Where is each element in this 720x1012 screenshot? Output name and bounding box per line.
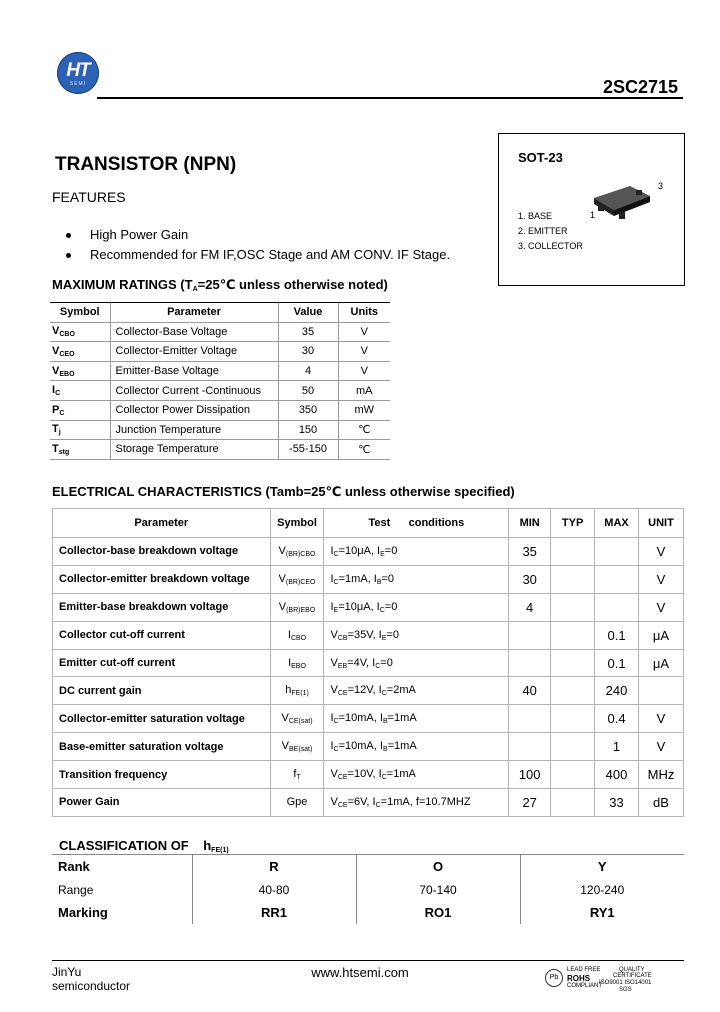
value-cell: 350 [278,400,338,420]
unit-cell: mW [338,400,390,420]
table-row [53,621,684,649]
logo-subtext: SEMI [69,81,87,87]
unit-cell [639,677,684,705]
typ-cell [551,705,595,733]
parameter-cell: Power Gain [53,789,271,817]
parameter-cell: Emitter-base breakdown voltage [53,593,271,621]
parameter-cell: Collector-emitter saturation voltage [53,705,271,733]
table-row [53,593,684,621]
pb-free-icon: Pb [545,969,563,987]
table-row [53,733,684,761]
classification-cell: RY1 [520,901,684,924]
min-cell [509,621,551,649]
unit-cell: V [639,565,684,593]
company-name: JinYu semiconductor [52,965,131,993]
classification-cell: 70-140 [356,878,520,901]
symbol-cell: $V_{CEO}$ [50,342,110,362]
parameter-cell: Collector cut-off current [53,621,271,649]
value-cell: 30 [278,342,338,362]
max-cell: 240 [595,677,639,705]
parameter-cell: Collector-Base Voltage [110,322,278,342]
table-row [52,878,684,901]
typ-cell [551,565,595,593]
column-header: Units [338,303,390,323]
column-header: Test conditions [324,509,509,538]
parameter-cell: Collector-emitter breakdown voltage [53,565,271,593]
pin-item: 3. COLLECTOR [518,241,583,251]
min-cell [509,733,551,761]
typ-cell [551,761,595,789]
classification-cell: RO1 [356,901,520,924]
min-cell: 30 [509,565,551,593]
condition-cell: $I_E=10\mu A$, $I_C=0$ [324,593,509,621]
classification-cell: 40-80 [192,878,356,901]
company-logo [57,52,99,94]
parameter-cell: Collector-Emitter Voltage [110,342,278,362]
electrical-table [52,508,684,817]
column-header: TYP [551,509,595,538]
table-row [50,420,390,440]
parameter-cell: Emitter cut-off current [53,649,271,677]
parameter-cell: Collector Power Dissipation [110,400,278,420]
typ-cell [551,733,595,761]
min-cell: 40 [509,677,551,705]
max-cell: 33 [595,789,639,817]
min-cell: 35 [509,538,551,566]
column-header: MAX [595,509,639,538]
unit-cell: V [639,538,684,566]
typ-cell [551,593,595,621]
electrical-heading: ELECTRICAL CHARACTERISTICS (Tamb=25℃ unless otherwise specified) [52,484,515,499]
symbol-cell: $V_{(BR)CBO}$ [270,538,324,566]
classification-cell: Rank [52,855,192,879]
column-header: Symbol [50,303,110,323]
symbol-cell: $T_j$ [50,420,110,440]
pin-item: 1. BASE [518,211,553,221]
unit-cell: V [639,593,684,621]
unit-cell: V [639,733,684,761]
condition-cell: $V_{CB}=35V$, $I_E=0$ [324,621,509,649]
symbol-cell: $V_{(BR)EBO}$ [270,593,324,621]
pin-label-1: 1 [590,210,596,220]
unit-cell: V [639,705,684,733]
column-header: UNIT [639,509,684,538]
condition-cell: $I_C=10\mu A$, $I_E=0$ [324,538,509,566]
symbol-cell: $f_T$ [270,761,324,789]
parameter-cell: Base-emitter saturation voltage [53,733,271,761]
symbol-cell: $I_C$ [50,381,110,401]
max-cell [595,565,639,593]
website-link[interactable]: www.htsemi.com [311,965,409,980]
unit-cell: V [338,342,390,362]
symbol-cell: $V_{EBO}$ [50,361,110,381]
pin-label-3: 3 [658,181,664,191]
unit-cell: V [338,322,390,342]
table-row [50,381,390,401]
max-cell: 1 [595,733,639,761]
table-row [50,322,390,342]
min-cell [509,705,551,733]
table-row [50,400,390,420]
footer-divider [52,960,684,961]
typ-cell [551,649,595,677]
column-header: Value [278,303,338,323]
max-ratings-table [50,302,390,460]
symbol-cell: $I_{CBO}$ [270,621,324,649]
column-header: MIN [509,509,551,538]
max-cell [595,593,639,621]
header-divider [97,97,683,99]
unit-cell: μA [639,649,684,677]
condition-cell: $I_C=10mA$, $I_B=1mA$ [324,705,509,733]
table-row [53,761,684,789]
condition-cell: $I_C=1mA$, $I_B=0$ [324,565,509,593]
condition-cell: $V_{CE}=12V$, $I_C=2mA$ [324,677,509,705]
pin-list [518,209,583,254]
table-row [53,705,684,733]
max-ratings-heading: MAXIMUM RATINGS ($T_A=25℃$ unless otherwise noted) [52,277,388,293]
parameter-cell: Transition frequency [53,761,271,789]
unit-cell: ℃ [338,420,390,440]
parameter-cell: Storage Temperature [110,440,278,460]
column-header: Symbol [270,509,324,538]
feature-item: High Power Gain [64,225,450,245]
sot23-package-icon [586,180,666,222]
classification-heading: CLASSIFICATION OF $h_{FE(1)}$ [59,838,229,854]
value-cell: 4 [278,361,338,381]
table-row [53,538,684,566]
logo-text: HT [66,60,90,81]
parameter-cell: DC current gain [53,677,271,705]
unit-cell: ℃ [338,440,390,460]
table-row [50,361,390,381]
table-header-row [50,303,390,323]
unit-cell: mA [338,381,390,401]
condition-cell: $V_{EB}=4V$, $I_C=0$ [324,649,509,677]
classification-cell: O [356,855,520,879]
min-cell [509,649,551,677]
table-row [53,677,684,705]
part-number: 2SC2715 [602,77,678,97]
table-row [53,649,684,677]
unit-cell: μA [639,621,684,649]
typ-cell [551,789,595,817]
package-name: SOT-23 [518,150,563,165]
feature-item: Recommended for FM IF,OSC Stage and AM CONV. IF Stage. [64,245,450,265]
min-cell: 100 [509,761,551,789]
max-cell: 0.1 [595,621,639,649]
symbol-cell: $I_{EBO}$ [270,649,324,677]
classification-cell: RR1 [192,901,356,924]
table-row [50,440,390,460]
max-cell: 0.4 [595,705,639,733]
typ-cell [551,677,595,705]
classification-cell: Range [58,882,94,897]
table-header-row [53,509,684,538]
symbol-cell: $h_{FE(1)}$ [270,677,324,705]
max-cell: 0.1 [595,649,639,677]
condition-cell: $I_C=10mA$, $I_B=1mA$ [324,733,509,761]
unit-cell: dB [639,789,684,817]
column-header: Parameter [53,509,271,538]
classification-cell: 120-240 [520,878,684,901]
symbol-cell: $V_{BE(sat)}$ [270,733,324,761]
min-cell: 27 [509,789,551,817]
features-heading: FEATURES [52,189,126,205]
classification-cell: R [192,855,356,879]
symbol-cell: $T_{stg}$ [50,440,110,460]
table-row [53,789,684,817]
table-row [50,342,390,362]
parameter-cell: Emitter-Base Voltage [110,361,278,381]
value-cell: 35 [278,322,338,342]
value-cell: 150 [278,420,338,440]
value-cell: -55-150 [278,440,338,460]
classification-cell: Marking [58,905,108,920]
table-row [52,855,684,879]
symbol-cell: Gpe [270,789,324,817]
symbol-cell: $V_{CBO}$ [50,322,110,342]
condition-cell: $V_{CE}=10V$, $I_C=1mA$ [324,761,509,789]
table-row [53,565,684,593]
condition-cell: $V_{CE}=6V$, $I_C=1mA$, f=10.7MHZ [324,789,509,817]
min-cell: 4 [509,593,551,621]
page-title: TRANSISTOR (NPN) [55,154,237,175]
features-list [64,225,450,265]
parameter-cell: Collector Current -Continuous [110,381,278,401]
typ-cell [551,621,595,649]
unit-cell: V [338,361,390,381]
max-cell [595,538,639,566]
symbol-cell: $V_{CE(sat)}$ [270,705,324,733]
classification-table [52,854,684,924]
max-cell: 400 [595,761,639,789]
unit-cell: MHz [639,761,684,789]
parameter-cell: Junction Temperature [110,420,278,440]
symbol-cell: $P_C$ [50,400,110,420]
pin-item: 2. EMITTER [518,226,568,236]
parameter-cell: Collector-base breakdown voltage [53,538,271,566]
typ-cell [551,538,595,566]
table-row [52,901,684,924]
classification-cell: Y [520,855,684,879]
symbol-cell: $V_{(BR)CEO}$ [270,565,324,593]
column-header: Parameter [110,303,278,323]
value-cell: 50 [278,381,338,401]
